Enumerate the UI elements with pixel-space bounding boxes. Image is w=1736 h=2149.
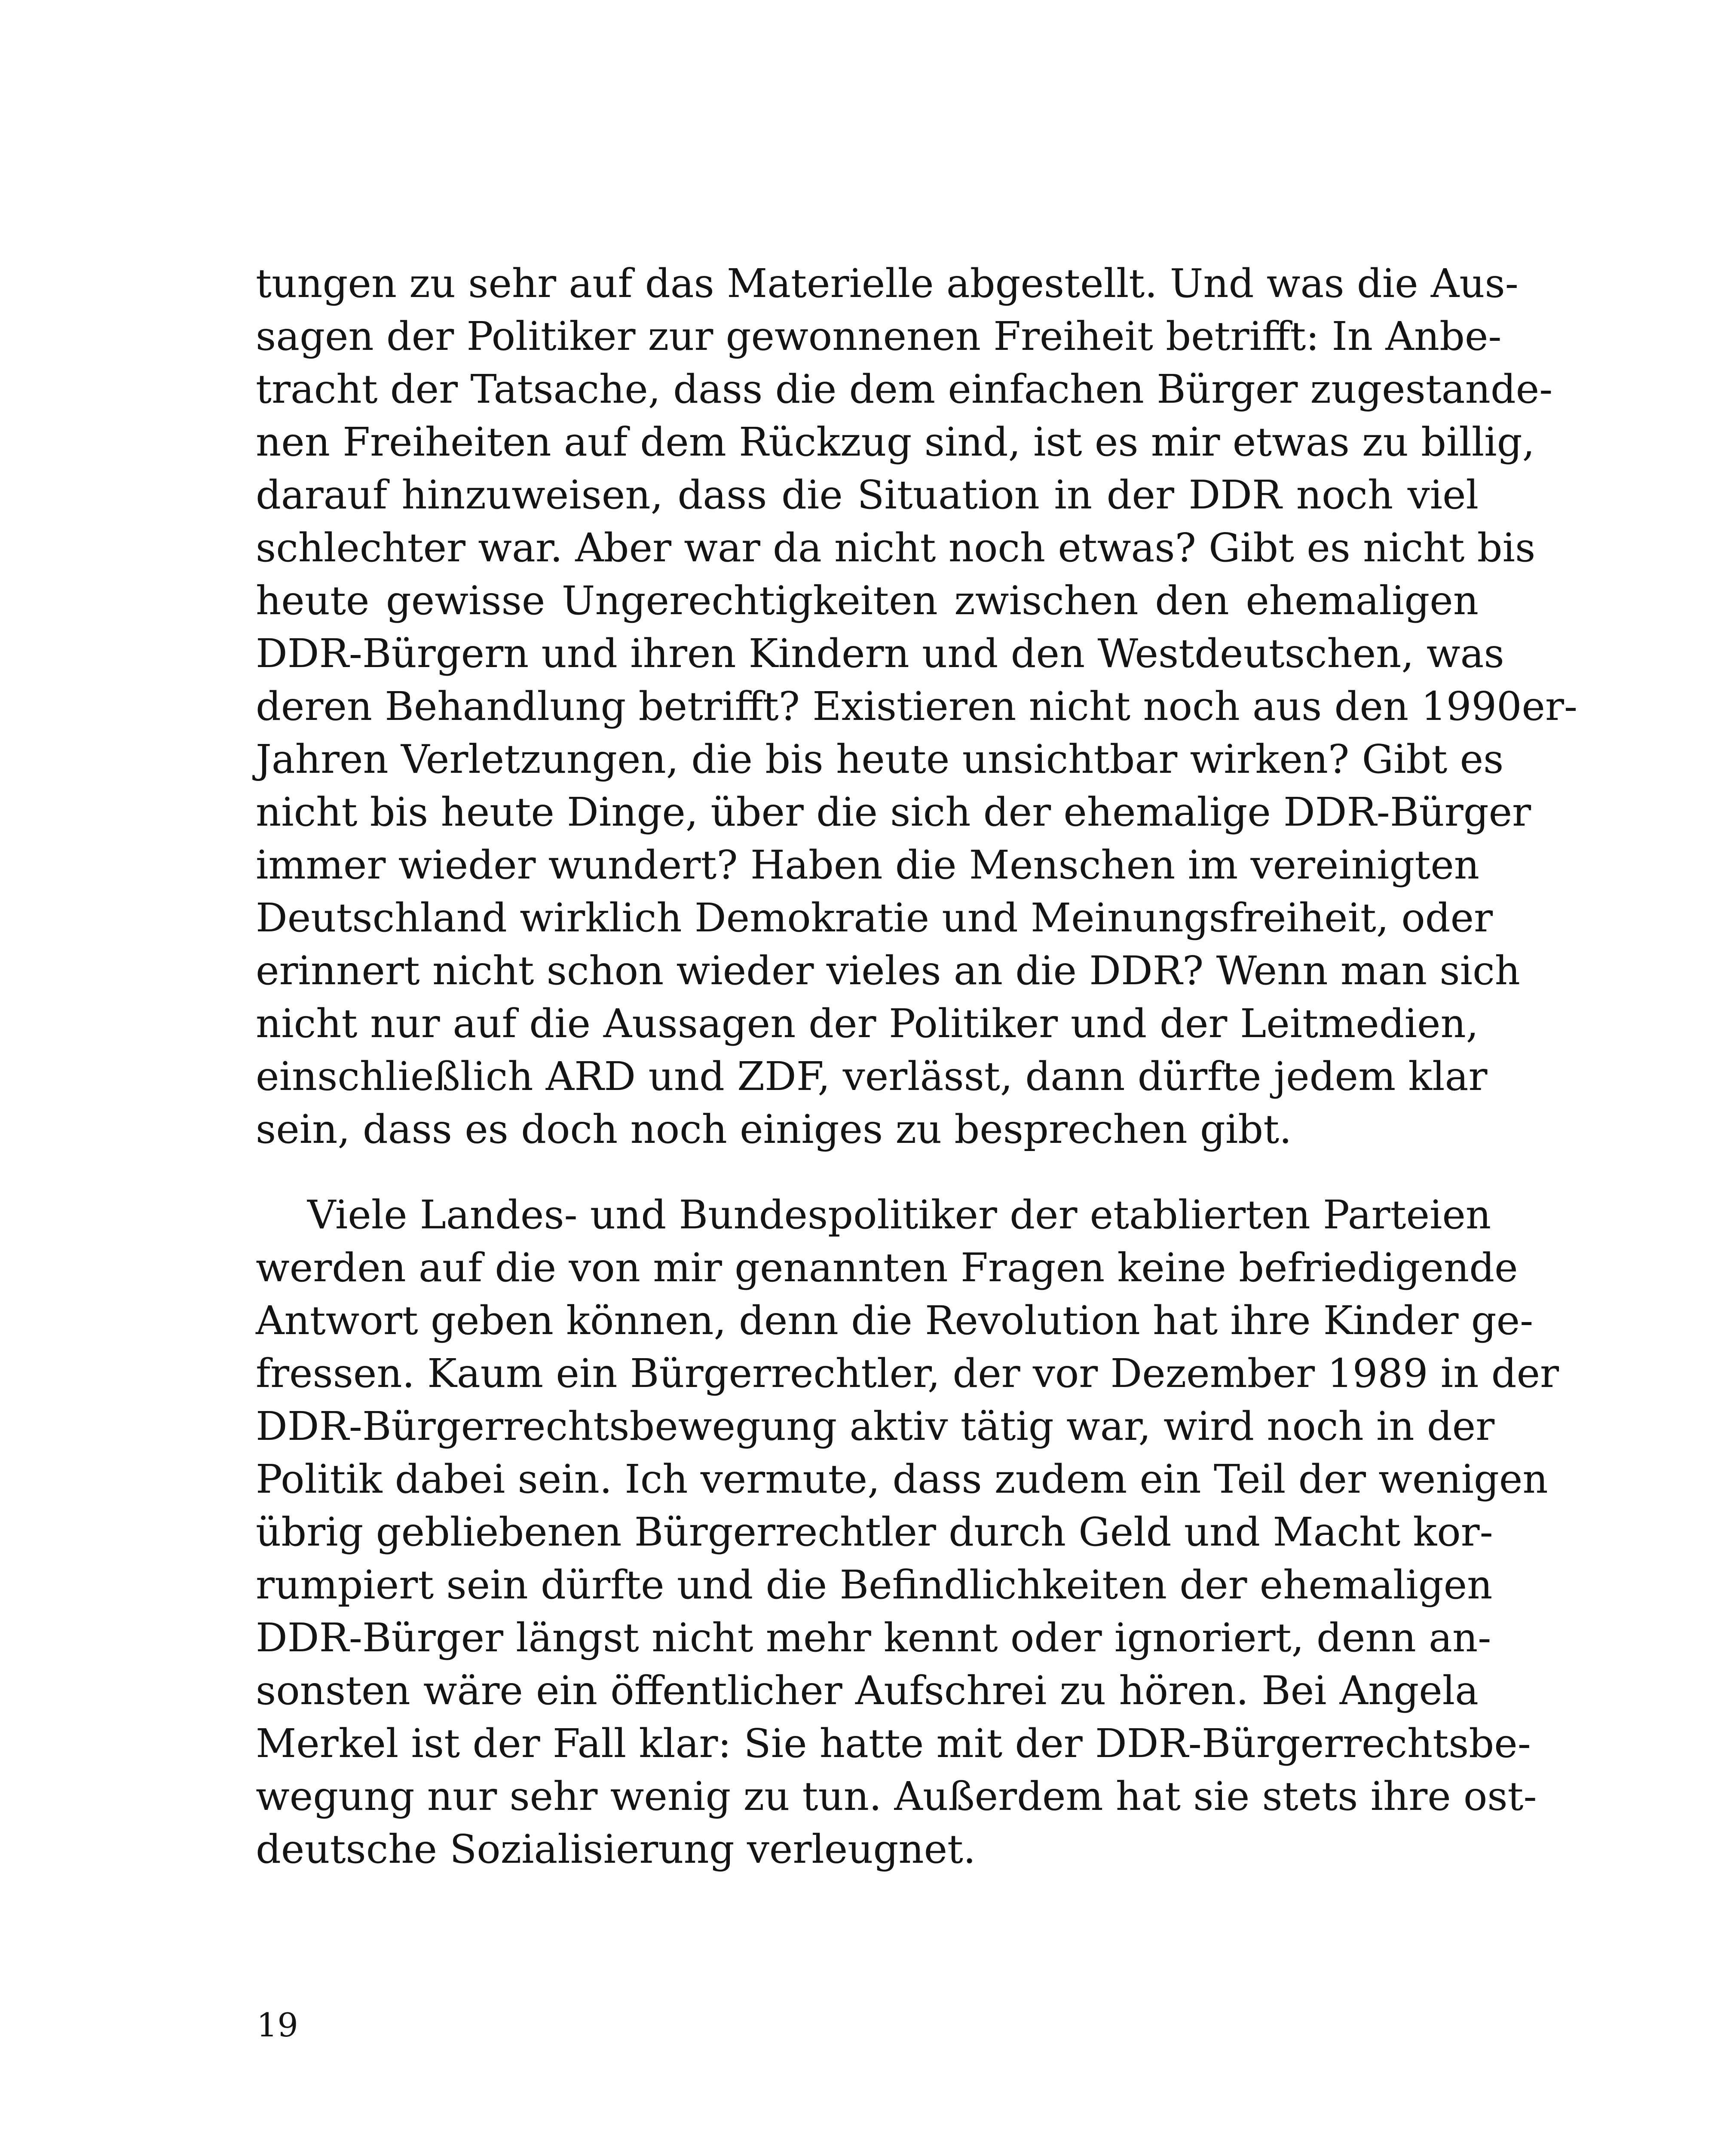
text-line: schlechter war. Aber war da nicht noch etwas? Gibt es nicht bis (256, 525, 1536, 571)
text-line: Antwort geben können, denn die Revolution hat ihre Kinder ge- (256, 1298, 1534, 1344)
text-line: rumpiert sein dürfte und die Befindlichkeiten der ehemaligen (256, 1562, 1493, 1608)
text-line: nicht nur auf die Aussagen der Politiker und der Leitmedien, (256, 1001, 1479, 1047)
text-line: DDR-Bürgerrechtsbewegung aktiv tätig war, wird noch in der (256, 1403, 1495, 1449)
text-line: heute gewisse Ungerechtigkeiten zwischen den ehemaligen (256, 578, 1479, 624)
text-line: immer wieder wundert? Haben die Menschen im vereinigten (256, 842, 1480, 888)
text-line: sein, dass es doch noch einiges zu besprechen gibt. (256, 1106, 1292, 1152)
text-line: wegung nur sehr wenig zu tun. Außerdem hat sie stets ihre ost- (256, 1773, 1537, 1819)
text-line: übrig gebliebenen Bürgerrechtler durch Geld und Macht kor- (256, 1509, 1493, 1555)
text-line: fressen. Kaum ein Bürgerrechtler, der vor Dezember 1989 in der (256, 1350, 1559, 1396)
text-line: DDR-Bürger längst nicht mehr kennt oder ignoriert, denn an- (256, 1615, 1491, 1661)
text-line: darauf hinzuweisen, dass die Situation in der DDR noch viel (256, 472, 1479, 518)
paragraph-1 (256, 257, 1578, 1156)
text-line: Deutschland wirklich Demokratie und Meinungsfreiheit, oder (256, 895, 1493, 941)
text-line: nen Freiheiten auf dem Rückzug sind, ist es mir etwas zu billig, (256, 419, 1535, 465)
text-line: deren Behandlung betrifft? Existieren nicht noch aus den 1990er- (256, 683, 1578, 729)
text-line: Viele Landes- und Bundespolitiker der etablierten Parteien (307, 1192, 1491, 1238)
text-line: sagen der Politiker zur gewonnenen Freiheit betrifft: In Anbe- (256, 313, 1502, 359)
text-line: nicht bis heute Dinge, über die sich der ehemalige DDR-Bürger (256, 789, 1531, 835)
text-line: tungen zu sehr auf das Materielle abgestellt. Und was die Aus- (256, 260, 1519, 306)
text-line: erinnert nicht schon wieder vieles an die DDR? Wenn man sich (256, 948, 1520, 994)
text-line: deutsche Sozialisierung verleugnet. (256, 1826, 976, 1872)
text-line: Politik dabei sein. Ich vermute, dass zudem ein Teil der wenigen (256, 1456, 1548, 1502)
text-line: Merkel ist der Fall klar: Sie hatte mit der DDR-Bürgerrechtsbe- (256, 1720, 1531, 1766)
paragraph-2 (256, 1188, 1559, 1876)
text-line: tracht der Tatsache, dass die dem einfachen Bürger zugestande- (256, 366, 1553, 412)
text-line: einschließlich ARD und ZDF, verlässt, dann dürfte jedem klar (256, 1053, 1488, 1099)
text-line: Jahren Verletzungen, die bis heute unsichtbar wirken? Gibt es (256, 736, 1504, 782)
page-number: 19 (257, 2006, 298, 2044)
text-line: sonsten wäre ein öffentlicher Aufschrei zu hören. Bei Angela (256, 1668, 1479, 1714)
text-line: werden auf die von mir genannten Fragen keine befriedigende (256, 1245, 1518, 1291)
text-line: DDR-Bürgern und ihren Kindern und den Westdeutschen, was (256, 631, 1504, 677)
